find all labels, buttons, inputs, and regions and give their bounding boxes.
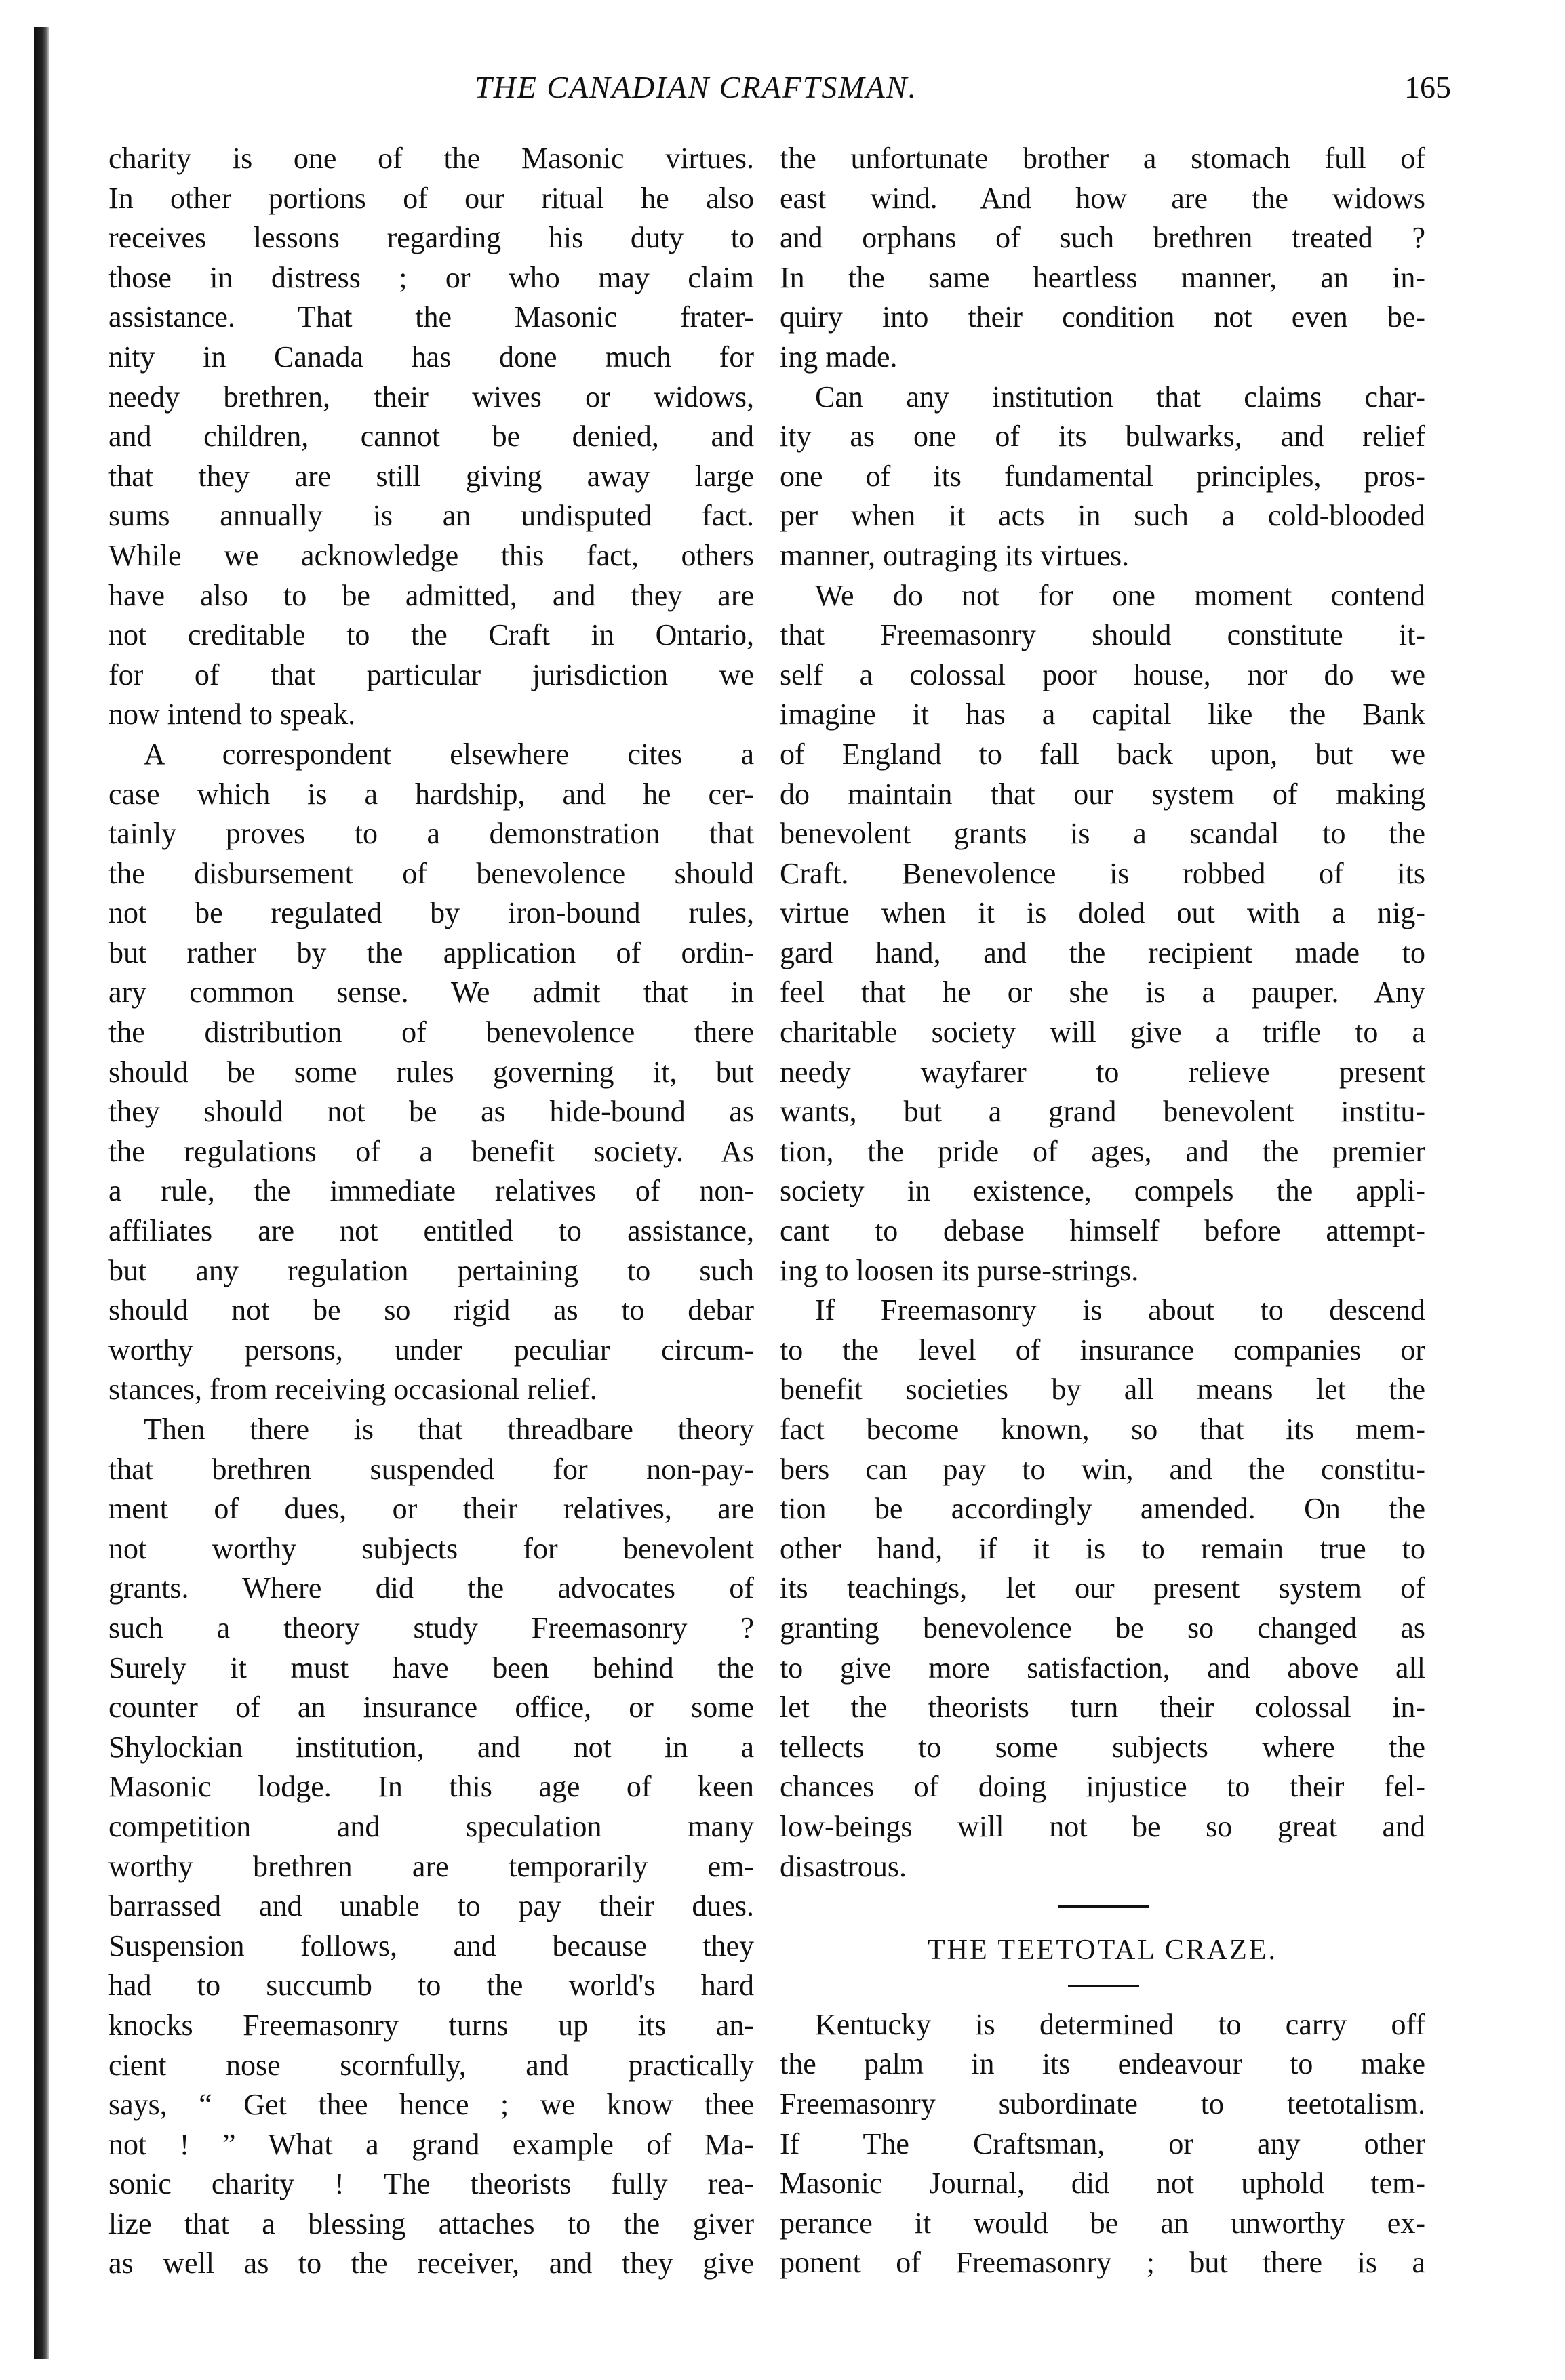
- text-line: imagine it has a capital like the Bank: [780, 698, 1425, 731]
- text-line: fact become known, so that its mem-: [780, 1413, 1425, 1446]
- page-binding-edge: [34, 27, 49, 2359]
- text-line: benefit societies by all means let the: [780, 1373, 1425, 1407]
- text-line: sonic charity ! The theorists fully rea-: [108, 2167, 754, 2201]
- text-line: low-beings will not be so great and: [780, 1809, 1425, 1843]
- text-line: should be some rules governing it, but: [108, 1055, 754, 1089]
- text-line: Can any institution that claims char-: [815, 380, 1425, 414]
- text-line: Masonic Journal, did not uphold tem-: [780, 2166, 1425, 2200]
- text-line: and orphans of such brethren treated ?: [780, 221, 1425, 255]
- text-line: ment of dues, or their relatives, are: [108, 1492, 754, 1526]
- text-line: needy brethren, their wives or widows,: [108, 380, 754, 414]
- text-line: stances, from receiving occasional relief.: [108, 1373, 597, 1407]
- text-line: do maintain that our system of making: [780, 777, 1425, 811]
- text-line: that Freemasonry should constitute it-: [780, 618, 1425, 652]
- text-line: one of its fundamental principles, pros-: [780, 459, 1425, 493]
- text-line: not creditable to the Craft in Ontario,: [108, 618, 754, 652]
- text-line: ing made.: [780, 340, 898, 374]
- text-line: competition and speculation many: [108, 1809, 754, 1843]
- text-line: If Freemasonry is about to descend: [815, 1293, 1425, 1327]
- text-line: that brethren suspended for non-pay-: [108, 1452, 754, 1486]
- right-column: [780, 139, 1425, 2283]
- section-divider: [780, 1887, 1425, 1927]
- text-line: its teachings, let our present system of: [780, 1571, 1425, 1605]
- text-line: ity as one of its bulwarks, and relief: [780, 420, 1425, 453]
- text-line: Suspension follows, and because they: [108, 1929, 754, 1962]
- text-line: have also to be admitted, and they are: [108, 578, 754, 612]
- text-line: gard hand, and the recipient made to: [780, 935, 1425, 969]
- text-line: manner, outraging its virtues.: [780, 538, 1130, 572]
- text-line: other hand, if it is to remain true to: [780, 1531, 1425, 1565]
- text-line: needy wayfarer to relieve present: [780, 1055, 1425, 1089]
- text-line: chances of doing injustice to their fel-: [780, 1770, 1425, 1804]
- text-line: those in distress ; or who may claim: [108, 260, 754, 294]
- text-line: says, “ Get thee hence ; we know thee: [108, 2088, 754, 2122]
- text-line: A correspondent elsewhere cites a: [144, 737, 754, 771]
- text-line: sums annually is an undisputed fact.: [108, 499, 754, 533]
- text-line: worthy persons, under peculiar circum-: [108, 1333, 754, 1367]
- text-line: and children, cannot be denied, and: [108, 420, 754, 453]
- text-line: Shylockian institution, and not in a: [108, 1730, 754, 1764]
- text-line: worthy brethren are temporarily em-: [108, 1849, 754, 1883]
- text-line: lize that a blessing attaches to the giver: [108, 2206, 754, 2240]
- text-line: virtue when it is doled out with a nig-: [780, 896, 1425, 930]
- text-line: In the same heartless manner, an in-: [780, 260, 1425, 294]
- text-line: tion, the pride of ages, and the premier: [780, 1134, 1425, 1168]
- text-line: to the level of insurance companies or: [780, 1333, 1425, 1367]
- text-line: ing to loosen its purse-strings.: [780, 1253, 1139, 1287]
- text-line: Then there is that threadbare theory: [144, 1413, 754, 1446]
- text-line: Surely it must have been behind the: [108, 1651, 754, 1685]
- text-line: to give more satisfaction, and above all: [780, 1651, 1425, 1685]
- text-line: counter of an insurance office, or some: [108, 1691, 754, 1725]
- text-line: knocks Freemasonry turns up its an-: [108, 2008, 754, 2042]
- text-line: tainly proves to a demonstration that: [108, 817, 754, 851]
- left-column: [108, 139, 754, 2284]
- text-line: should not be so rigid as to debar: [108, 1293, 754, 1327]
- text-line: case which is a hardship, and he cer-: [108, 777, 754, 811]
- text-line: If The Craftsman, or any other: [780, 2126, 1425, 2160]
- text-line: let the theorists turn their colossal in-: [780, 1691, 1425, 1725]
- text-line: Kentucky is determined to carry off: [815, 2007, 1425, 2041]
- running-title: THE CANADIAN CRAFTSMAN.: [475, 70, 917, 104]
- text-line: disastrous.: [780, 1849, 907, 1883]
- text-line: the regulations of a benefit society. As: [108, 1134, 754, 1168]
- running-head: [95, 69, 1451, 123]
- text-line: Freemasonry subordinate to teetotalism.: [780, 2086, 1425, 2120]
- text-line: tion be accordingly amended. On the: [780, 1492, 1425, 1526]
- text-line: grants. Where did the advocates of: [108, 1571, 754, 1605]
- section-heading: THE TEETOTAL CRAZE.: [928, 1934, 1277, 1966]
- text-line: for of that particular jurisdiction we: [108, 658, 754, 691]
- text-line: Craft. Benevolence is robbed of its: [780, 856, 1425, 890]
- text-line: had to succumb to the world's hard: [108, 1969, 754, 2002]
- text-line: that they are still giving away large: [108, 459, 754, 493]
- text-line: affiliates are not entitled to assistance,: [108, 1214, 754, 1248]
- text-line: not be regulated by iron-bound rules,: [108, 896, 754, 930]
- text-line: the unfortunate brother a stomach full of: [780, 142, 1425, 175]
- text-line: granting benevolence be so changed as: [780, 1611, 1425, 1645]
- text-line: cient nose scornfully, and practically: [108, 2048, 754, 2082]
- text-line: but rather by the application of ordin-: [108, 935, 754, 969]
- text-line: as well as to the receiver, and they give: [108, 2246, 754, 2280]
- text-line: charity is one of the Masonic virtues.: [108, 142, 754, 175]
- text-line: wants, but a grand benevolent institu-: [780, 1095, 1425, 1129]
- text-line: charitable society will give a trifle to a: [780, 1015, 1425, 1049]
- text-line: In other portions of our ritual he also: [108, 181, 754, 215]
- text-line: While we acknowledge this fact, others: [108, 538, 754, 572]
- text-line: not worthy subjects for benevolent: [108, 1531, 754, 1565]
- text-line: of England to fall back upon, but we: [780, 737, 1425, 771]
- text-line: cant to debase himself before attempt-: [780, 1214, 1425, 1248]
- text-line: a rule, the immediate relatives of non-: [108, 1174, 754, 1208]
- text-line: receives lessons regarding his duty to: [108, 221, 754, 255]
- text-line: benevolent grants is a scandal to the: [780, 817, 1425, 851]
- text-line: feel that he or she is a pauper. Any: [780, 975, 1425, 1009]
- text-line: society in existence, compels the appli-: [780, 1174, 1425, 1208]
- text-line: such a theory study Freemasonry ?: [108, 1611, 754, 1645]
- text-line: We do not for one moment contend: [815, 578, 1425, 612]
- text-line: the disbursement of benevolence should: [108, 856, 754, 890]
- text-line: assistance. That the Masonic frater-: [108, 300, 754, 334]
- text-line: quiry into their condition not even be-: [780, 300, 1425, 334]
- text-line: now intend to speak.: [108, 698, 356, 731]
- heading-underline: [780, 1974, 1425, 2005]
- text-line: nity in Canada has done much for: [108, 340, 754, 374]
- text-line: ary common sense. We admit that in: [108, 975, 754, 1009]
- page-number: 165: [1404, 70, 1451, 104]
- text-line: Masonic lodge. In this age of keen: [108, 1770, 754, 1804]
- text-line: not ! ” What a grand example of Ma-: [108, 2127, 754, 2161]
- text-line: barrassed and unable to pay their dues.: [108, 1889, 754, 1923]
- text-line: perance it would be an unworthy ex-: [780, 2206, 1425, 2240]
- text-line: ponent of Freemasonry ; but there is a: [780, 2246, 1425, 2280]
- text-line: self a colossal poor house, nor do we: [780, 658, 1425, 691]
- text-line: but any regulation pertaining to such: [108, 1253, 754, 1287]
- text-line: per when it acts in such a cold-blooded: [780, 499, 1425, 533]
- text-line: east wind. And how are the widows: [780, 181, 1425, 215]
- text-line: the palm in its endeavour to make: [780, 2047, 1425, 2081]
- text-line: they should not be as hide-bound as: [108, 1095, 754, 1129]
- text-line: tellects to some subjects where the: [780, 1730, 1425, 1764]
- text-line: bers can pay to win, and the constitu-: [780, 1452, 1425, 1486]
- text-line: the distribution of benevolence there: [108, 1015, 754, 1049]
